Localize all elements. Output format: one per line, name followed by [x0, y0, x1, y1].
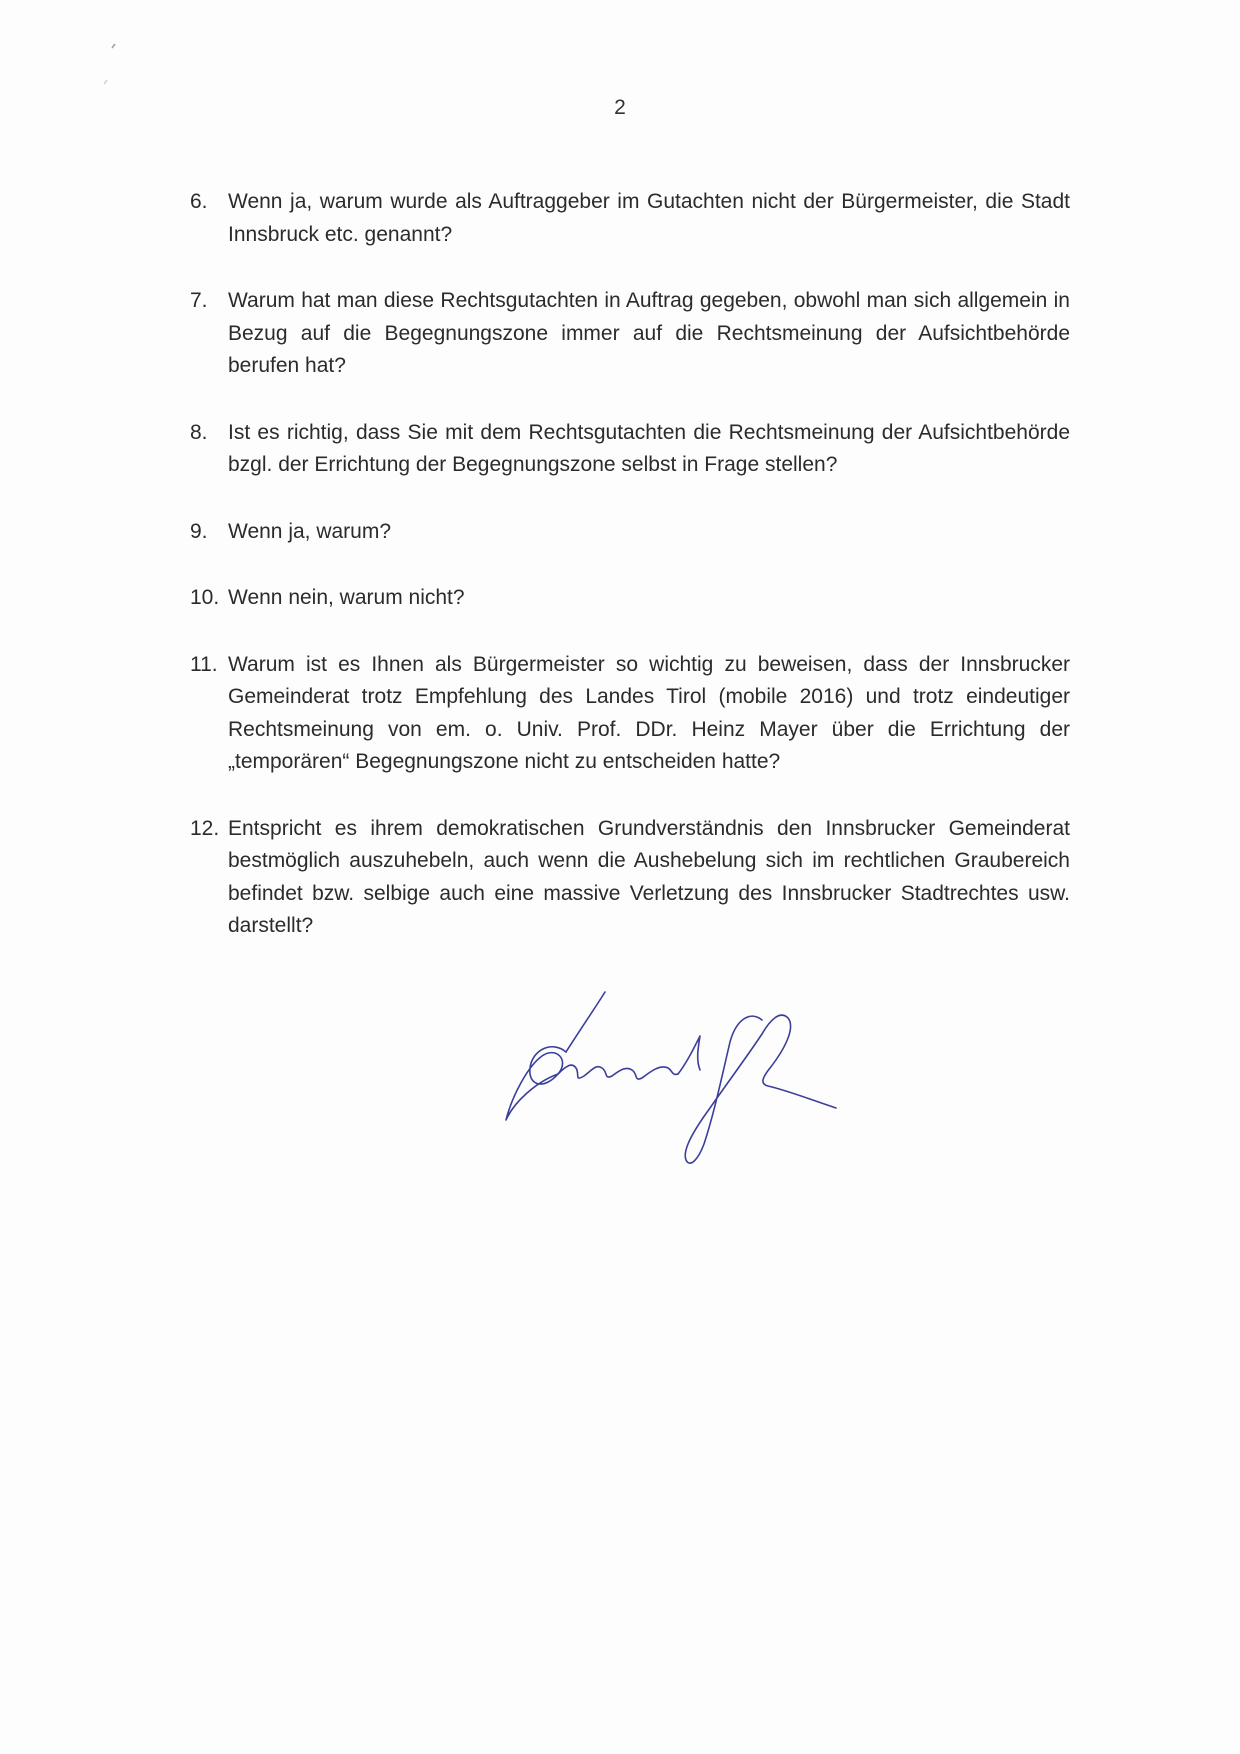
question-item	[190, 813, 1070, 943]
question-text: Wenn ja, warum wurde als Auftraggeber im Gutachten nicht der Bürgermeister, die Stadt Innsbruck etc. genannt?	[228, 190, 1070, 246]
question-item	[190, 582, 1070, 615]
question-text: Entspricht es ihrem demokratischen Grundverständnis den Innsbrucker Gemeinderat bestmöglich auszuhebeln, auch wenn die Aushebelung sich im rechtlichen Graubereich befindet bzw. selbige auch eine massive Verletzung des Innsbrucker Stadtrechtes usw. darstellt?	[228, 816, 1070, 937]
question-text: Ist es richtig, dass Sie mit dem Rechtsgutachten die Rechtsmeinung der Aufsichtbehörde bzgl. der Errichtung der Begegnungszone selbst in Frage stellen?	[228, 420, 1070, 476]
scan-speck-mark	[100, 36, 130, 96]
question-number: 9.	[190, 519, 208, 543]
question-number: 8.	[190, 420, 208, 444]
question-number: 12.	[190, 816, 220, 840]
question-number: 11.	[190, 652, 218, 676]
question-item	[190, 516, 1070, 549]
question-item	[190, 417, 1070, 482]
question-number: 10.	[190, 586, 220, 609]
page-number: 2	[614, 96, 626, 119]
question-item	[190, 186, 1070, 251]
question-text: Wenn nein, warum nicht?	[228, 586, 465, 609]
question-text: Warum hat man diese Rechtsgutachten in Auftrag gegeben, obwohl man sich allgemein in Bezug auf die Begegnungszone immer auf die Rechtsmeinung der Aufsichtbehörde berufen hat?	[228, 289, 1070, 377]
question-number: 6.	[190, 190, 208, 213]
question-item	[190, 285, 1070, 383]
question-text: Wenn ja, warum?	[228, 519, 392, 543]
question-list	[190, 186, 1070, 977]
question-text: Warum ist es Ihnen als Bürgermeister so wichtig zu beweisen, dass der Innsbrucker Gemeinderat trotz Empfehlung des Landes Tirol (mobile 2016) und trotz eindeutiger Rechtsmeinung von em. o. Univ. Prof. DDr. Heinz Mayer über die Errichtung der „temporären“ Begegnungszone nicht zu entscheiden hatte?	[228, 652, 1070, 773]
question-number: 7.	[190, 289, 208, 312]
handwritten-signature	[500, 990, 880, 1190]
question-item	[190, 649, 1070, 779]
